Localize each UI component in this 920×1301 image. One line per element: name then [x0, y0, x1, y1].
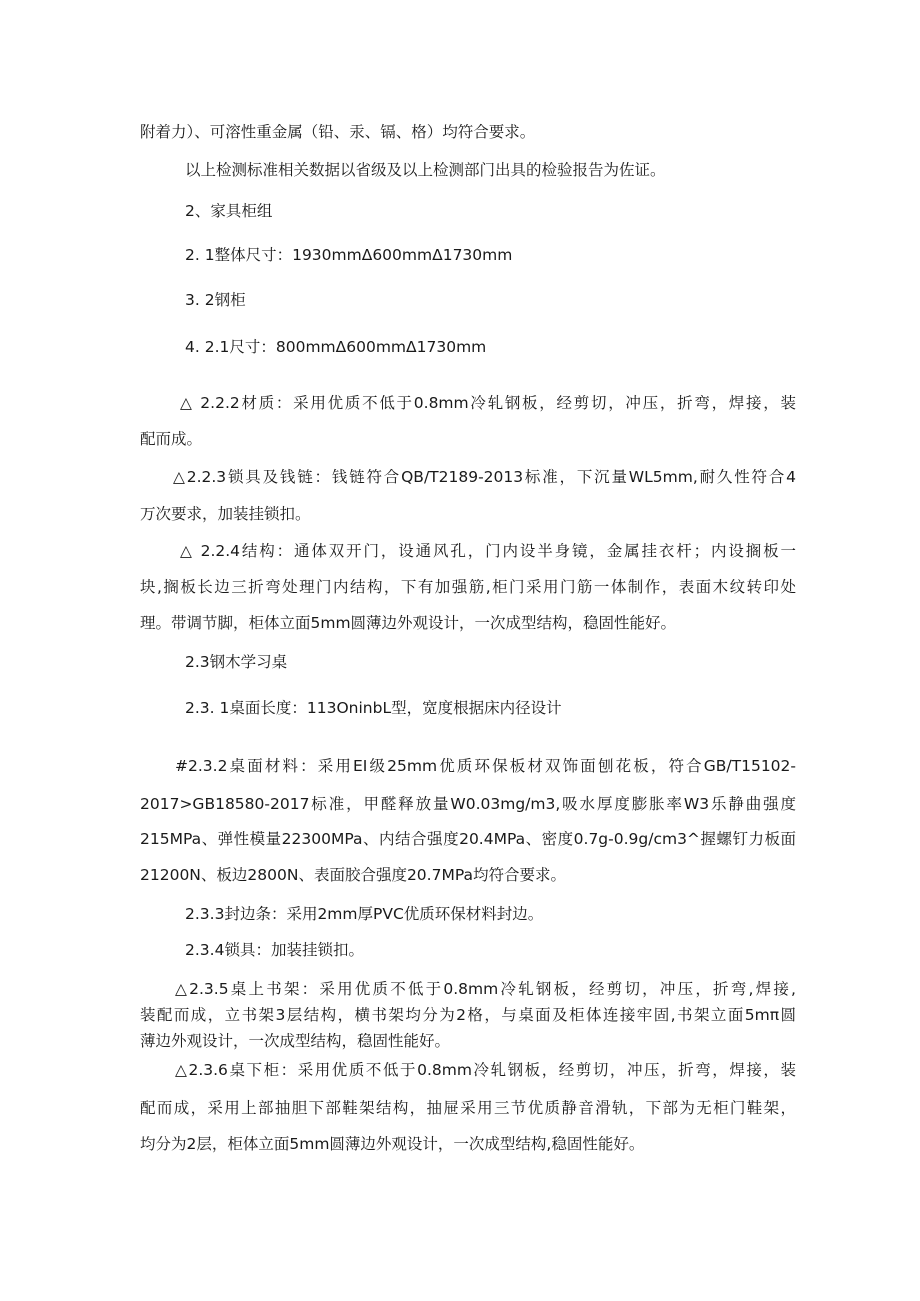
text-line: 2.3.4锁具：加装挂锁扣。 — [185, 941, 364, 959]
text-line: 万次要求，加装挂锁扣。 — [140, 505, 311, 523]
text-line: 块,搁板长边三折弯处理门内结构，下有加强筋,柜门采用门筋一体制作，表面木纹转印处 — [140, 578, 796, 596]
text-line: 配而成，采用上部抽胆下部鞋架结构，抽屉采用三节优质静音滑轨，下部为无柜门鞋架， — [140, 1099, 796, 1117]
text-line: 配而成。 — [140, 430, 203, 448]
text-line: △ 2.2.2材质：采用优质不低于0.8mm冷轧钢板，经剪切，冲压，折弯，焊接，装 — [180, 394, 796, 412]
text-line: △2.3.5桌上书架：采用优质不低于0.8mm冷轧钢板，经剪切，冲压，折弯,焊接, — [175, 980, 796, 998]
text-line: 2.3. 1桌面长度：113OninbL型，宽度根据床内径设计 — [185, 699, 562, 717]
section-heading: 2.3钢木学习桌 — [185, 653, 288, 671]
text-line: #2.3.2桌面材料：采用EI级25mm优质环保板材双饰面刨花板，符合GB∕T15102- — [175, 757, 796, 775]
text-line: △ 2.2.4结构：通体双开门，设通风孔，门内设半身镜，金属挂衣杆；内设搁板一 — [180, 542, 796, 560]
text-line: 21200N、板边2800N、表面胶合强度20.7MPa均符合要求。 — [140, 866, 566, 884]
text-line: 2.3.3封边条：采用2mm厚PVC优质环保材料封边。 — [185, 905, 544, 923]
text-line: 2017>GB18580-2017标准，甲醛释放量W0.03mg∕m3,吸水厚度膨胀率W3乐静曲强度 — [140, 795, 796, 813]
text-line: 装配而成，立书架3层结构，横书架均分为2格，与桌面及柜体连接牢固,书架立面5mπ圆 — [140, 1006, 796, 1024]
text-line: 均分为2层，柜体立面5mm圆薄边外观设计，一次成型结构,稳固性能好。 — [140, 1135, 645, 1153]
text-line: 2. 1整体尺寸：1930mmΔ600mmΔ1730mm — [185, 246, 513, 264]
text-line: 附着力）、可溶性重金属（铅、汞、镉、格）均符合要求。 — [140, 123, 536, 141]
text-line: 215MPa、弹性模量22300MPa、内结合强度20.4MPa、密度0.7g-0.9g∕cm3^握螺钉力板面 — [140, 830, 796, 848]
text-line: △2.3.6桌下柜：采用优质不低于0.8mm冷轧钢板，经剪切，冲压，折弯，焊接，装 — [175, 1061, 796, 1079]
text-line: 4. 2.1尺寸：800mmΔ600mmΔ1730mm — [185, 338, 487, 356]
text-line: △2.2.3锁具及钱链：钱链符合QB/T2189-2013标准，下沉量WL5mm,耐久性符合4 — [173, 468, 796, 486]
text-line: 以上检测标准相关数据以省级及以上检测部门出具的检验报告为佐证。 — [185, 161, 666, 179]
section-heading: 2、家具柜组 — [185, 202, 273, 220]
text-line: 3. 2钢柜 — [185, 291, 246, 309]
text-line: 理。带调节脚，柜体立面5mm圆薄边外观设计，一次成型结构，稳固性能好。 — [140, 614, 677, 632]
text-line: 薄边外观设计，一次成型结构，稳固性能好。 — [140, 1032, 451, 1050]
